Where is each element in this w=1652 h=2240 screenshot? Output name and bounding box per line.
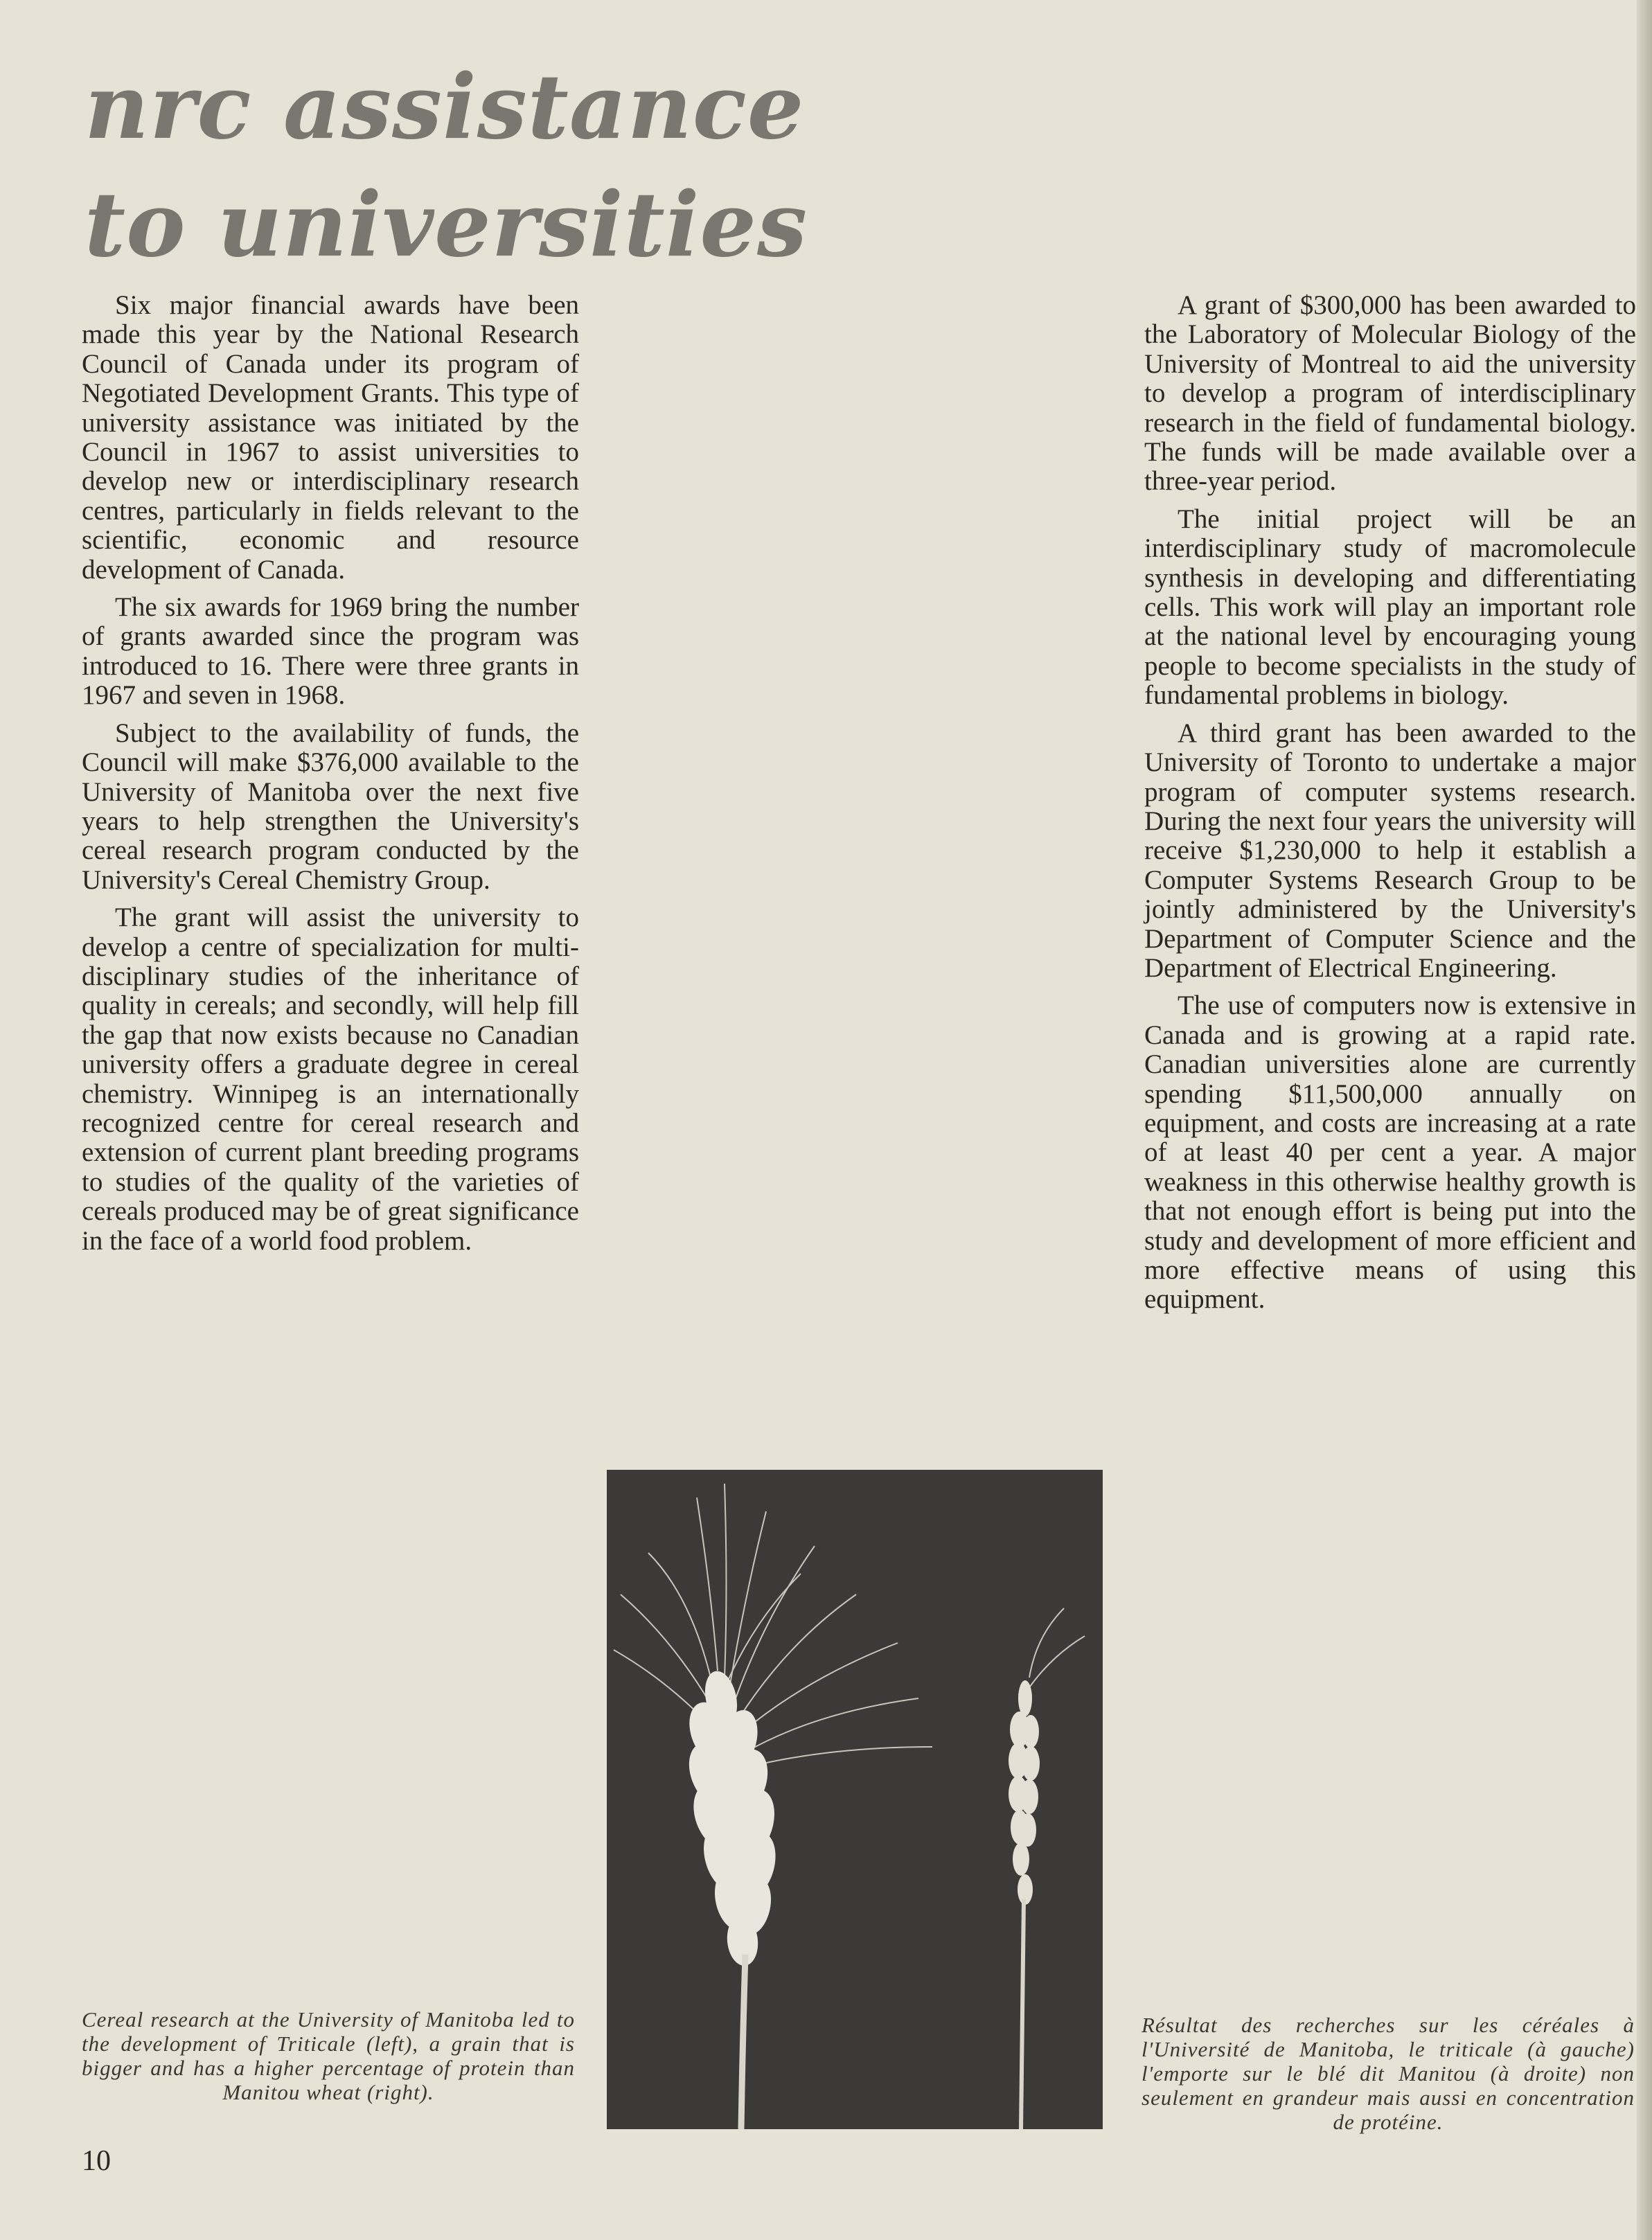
paragraph: The grant will assist the university to develop a centre of specialization for multi-disciplinary studies of the inheritance of quality in cereals; and secondly, will help fill the gap that now exists because no Canadian university offers a graduate degree in cereal chemistry. Winnipeg is an internationally recognized centre for cereal research and extension of current plant breeding programs to studies of the quality of the varieties of cereals produced may be of great significance in the face of a world food problem.	[82, 903, 579, 1256]
triticale-stem	[741, 1955, 745, 2129]
caption-english: Cereal research at the University of Manitoba led to the development of Triticale (left), a grain that is bigger and has a higher percentage of protein than Manitou wheat (right).	[82, 2007, 575, 2104]
wheat-illustration	[607, 1470, 1103, 2129]
manitou-stem	[1021, 1899, 1024, 2129]
paragraph: Six major financial awards have been made this year by the National Research Council of Canada under its program of Negotiated Development Grants. This type of university assistance was initiated by the Council in 1967 to assist universities to develop new or interdisciplinary research centres, particularly in fields relevant to the scientific, economic and resource development of Canada.	[82, 290, 579, 585]
page-binding-edge	[1637, 0, 1652, 2240]
paragraph: The six awards for 1969 bring the number of grants awarded since the program was introduced to 16. There were three grants in 1967 and seven in 1968.	[82, 592, 579, 711]
paragraph: The initial project will be an interdisciplinary study of macromolecule synthesis in developing and differentiating cells. This work will play an important role at the national level by encouraging young people to become specialists in the study of fundamental problems in biology.	[1144, 504, 1636, 711]
right-text-column	[1144, 291, 1636, 1323]
title-line-1: nrc assistance	[85, 55, 805, 159]
caption-french: Résultat des recherches sur les céréales à l'Université de Manitoba, le triticale (à gauche) l'emporte sur le blé dit Manitou (à droite) non seulement en grandeur mais aussi en concentration de protéine.	[1142, 2013, 1635, 2134]
paragraph: A grant of $300,000 has been awarded to the Laboratory of Molecular Biology of the University of Montreal to aid the university to develop a program of interdisciplinary research in the field of fundamental biology. The funds will be made available over a three-year period.	[1144, 290, 1636, 497]
paragraph: A third grant has been awarded to the University of Toronto to undertake a major program of computer systems research. During the next four years the university will receive $1,230,000 to help it establish a Computer Systems Research Group to be jointly administered by the University's Department of Computer Science and the Department of Electrical Engineering.	[1144, 718, 1636, 983]
left-text-column	[82, 291, 579, 1264]
wheat-photograph	[607, 1470, 1103, 2129]
paragraph: The use of computers now is extensive in Canada and is growing at a rapid rate. Canadian universities alone are currently spending $11,500,000 annually on equipment, and costs are increasing at a rate of at least 40 per cent a year. A major weakness in this otherwise healthy growth is that not enough effort is being put into the study and development of more efficient and more effective means of using this equipment.	[1144, 990, 1636, 1315]
paragraph: Subject to the availability of funds, the Council will make $376,000 available to the University of Manitoba over the next five years to help strengthen the University's cereal research program conducted by the University's Cereal Chemistry Group.	[82, 718, 579, 895]
title-line-2: to universities	[85, 173, 808, 277]
article-title	[85, 48, 808, 284]
page-number: 10	[82, 2145, 111, 2177]
